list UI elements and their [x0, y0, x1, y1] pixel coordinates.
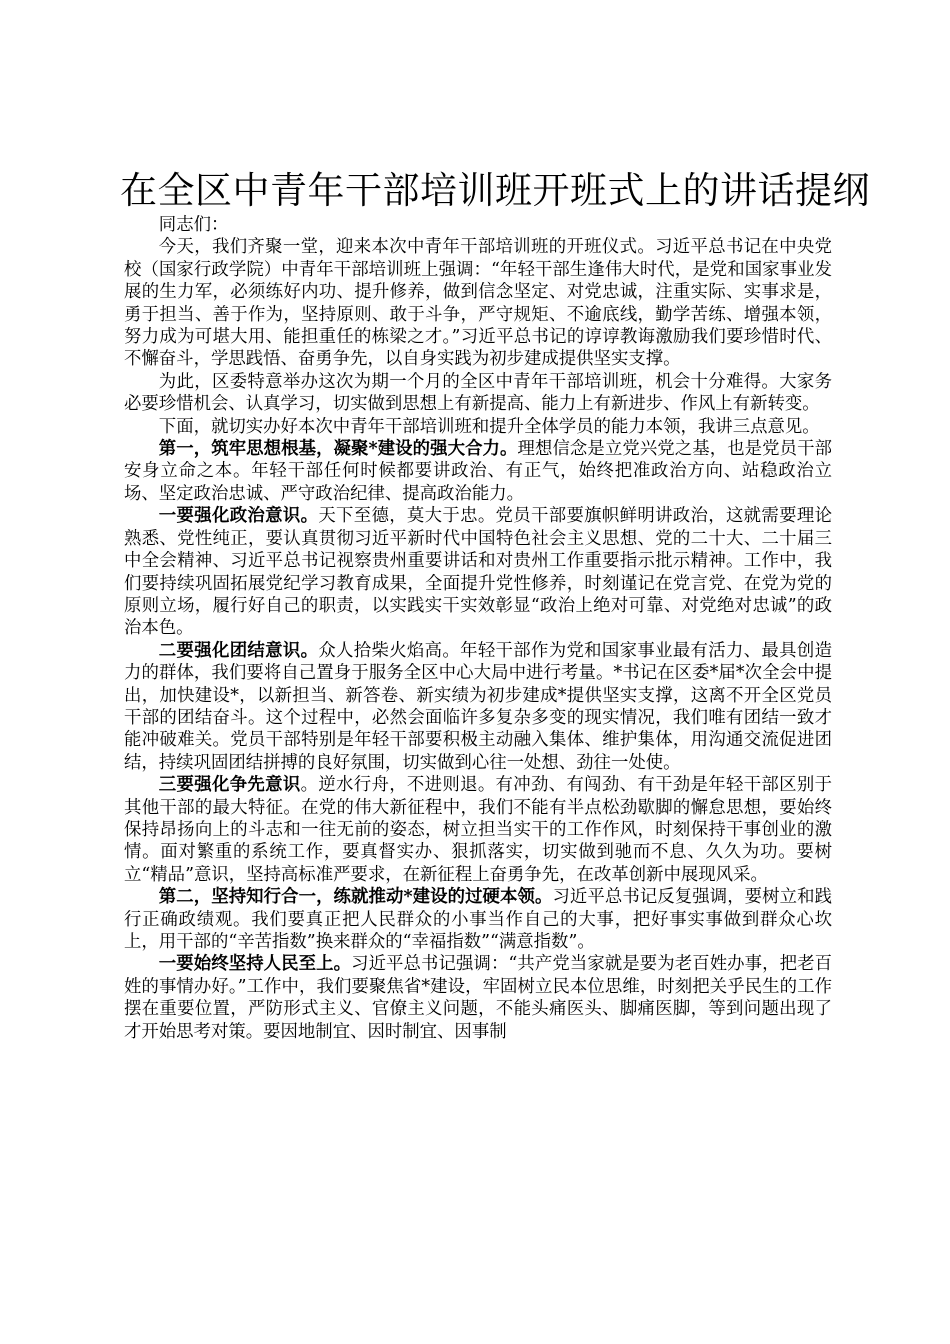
- paragraph-text: 今天，我们齐聚一堂，迎来本次中青年干部培训班的开班仪式。习近平总书记在中央党校（国家行政学院）中青年干部培训班上强调：“年轻干部生逢伟大时代，是党和国家事业发展的生力军，必须练好内功、提升修养，做到信念坚定、对党忠诚，注重实际、实事求是，勇于担当、善于作为，坚持原则、敢于斗争，严守规矩、不逾底线，勤学苦练、增强本领，努力成为可堪大用、能担重任的栋梁之才。”习近平总书记的谆谆教诲激励我们要珍惜时代、不懈奋斗，学思践悟、奋勇争先，以自身实践为初步建成提供坚实支撑。: [124, 237, 832, 370]
- paragraph-text: 。逆水行舟，不进则退。有冲劲、有闯劲、有干劲是年轻干部区别于其他干部的最大特征。在党的伟大新征程中，我们不能有半点松劲歇脚的懈怠思想，要始终保持昂扬向上的斗志和一往无前的姿态，树立担当实干的工作作风，时刻保持干事创业的激情。面对繁重的系统工作，要真督实办、狠抓落实，切实做到驰而不息、久久为功。要树立“精品”意识，坚持高标准严要求，在新征程上奋勇争先，在改革创新中展现风采。: [124, 775, 832, 885]
- document-page: [120, 168, 870, 1043]
- paragraph-9: [124, 953, 832, 1043]
- document-title: 在全区中青年干部培训班开班式上的讲话提纲: [120, 169, 870, 212]
- paragraph-text: 为此，区委特意举办这次为期一个月的全区中青年干部培训班，机会十分难得。大家务必要珍惜机会、认真学习，切实做到思想上有新提高、能力上有新进步、作风上有新转变。: [124, 371, 832, 415]
- paragraph-7: [124, 774, 832, 886]
- paragraph-2: [124, 371, 832, 416]
- paragraph-1: [124, 236, 832, 370]
- paragraph-5: [124, 505, 832, 639]
- paragraph-text: 下面，就切实办好本次中青年干部培训班和提升全体学员的能力本领，我讲三点意见。: [158, 416, 820, 437]
- paragraph-lead: 三要强化争先意识: [158, 775, 301, 796]
- paragraph-3: [124, 416, 832, 438]
- paragraph-4: [124, 438, 832, 505]
- paragraph-text: 天下至德，莫大于忠。党员干部要旗帜鲜明讲政治，这就需要理论熟悉、党性纯正，要认真贯彻习近平新时代中国特色社会主义思想、党的二十大、二十届三中全会精神、习近平总书记视察贵州重要讲话和对贵州工作重要指示批示精神。工作中，我们要持续巩固拓展党纪学习教育成果，全面提升党性修养，时刻谨记在党言党、在党为党的原则立场，履行好自己的职责，以实践实干实效彰显“政治上绝对可靠、对党绝对忠诚”的政治本色。: [124, 506, 832, 639]
- paragraph-lead: 第二，坚持知行合一，练就推动*建设的过硬本领。: [158, 887, 553, 908]
- paragraph-6: [124, 640, 832, 774]
- paragraph-lead: 一要始终坚持人民至上。: [158, 954, 352, 975]
- paragraph-lead: 一要强化政治意识。: [158, 506, 319, 527]
- paragraph-text: 习近平总书记强调：“共产党当家就是要为老百姓办事，把老百姓的事情办好。”工作中，我们要聚焦省*建设，牢固树立民本位思维，时刻把关乎民生的工作摆在重要位置，严防形式主义、官僚主义问题，不能头痛医头、脚痛医脚，等到问题出现了才开始思考对策。要因地制宜、因时制宜、因事制: [124, 954, 832, 1042]
- paragraph-8: [124, 886, 832, 953]
- paragraph-text: 众人拾柴火焰高。年轻干部作为党和国家事业最有活力、最具创造力的群体，我们要将自己置身于服务全区中心大局中进行考量。*书记在区委*届*次全会中提出，加快建设*，以新担当、新答卷、新实绩为初步建成*提供坚实支撑，这离不开全区党员干部的团结奋斗。这个过程中，必然会面临许多复杂多变的现实情况，我们唯有团结一致才能冲破难关。党员干部特别是年轻干部要积极主动融入集体、维护集体，用沟通交流促进团结，持续巩固团结拼搏的良好氛围，切实做到心往一处想、劲往一处使。: [124, 640, 832, 773]
- paragraph-text: 习近平总书记反复强调，要树立和践行正确政绩观。我们要真正把人民群众的小事当作自己的大事，把好事实事做到群众心坎上，用干部的“辛苦指数”换来群众的“幸福指数”“满意指数”。: [124, 887, 832, 952]
- salutation: 同志们：: [158, 215, 229, 235]
- paragraph-lead: 第一，筑牢思想根基，凝聚*建设的强大合力。: [158, 439, 518, 460]
- paragraph-lead: 二要强化团结意识。: [158, 640, 319, 661]
- paragraph-text: 理想信念是立党兴党之基，也是党员干部安身立命之本。年轻干部任何时候都要讲政治、有正气，始终把准政治方向、站稳政治立场、坚定政治忠诚、严守政治纪律、提高政治能力。: [124, 439, 832, 504]
